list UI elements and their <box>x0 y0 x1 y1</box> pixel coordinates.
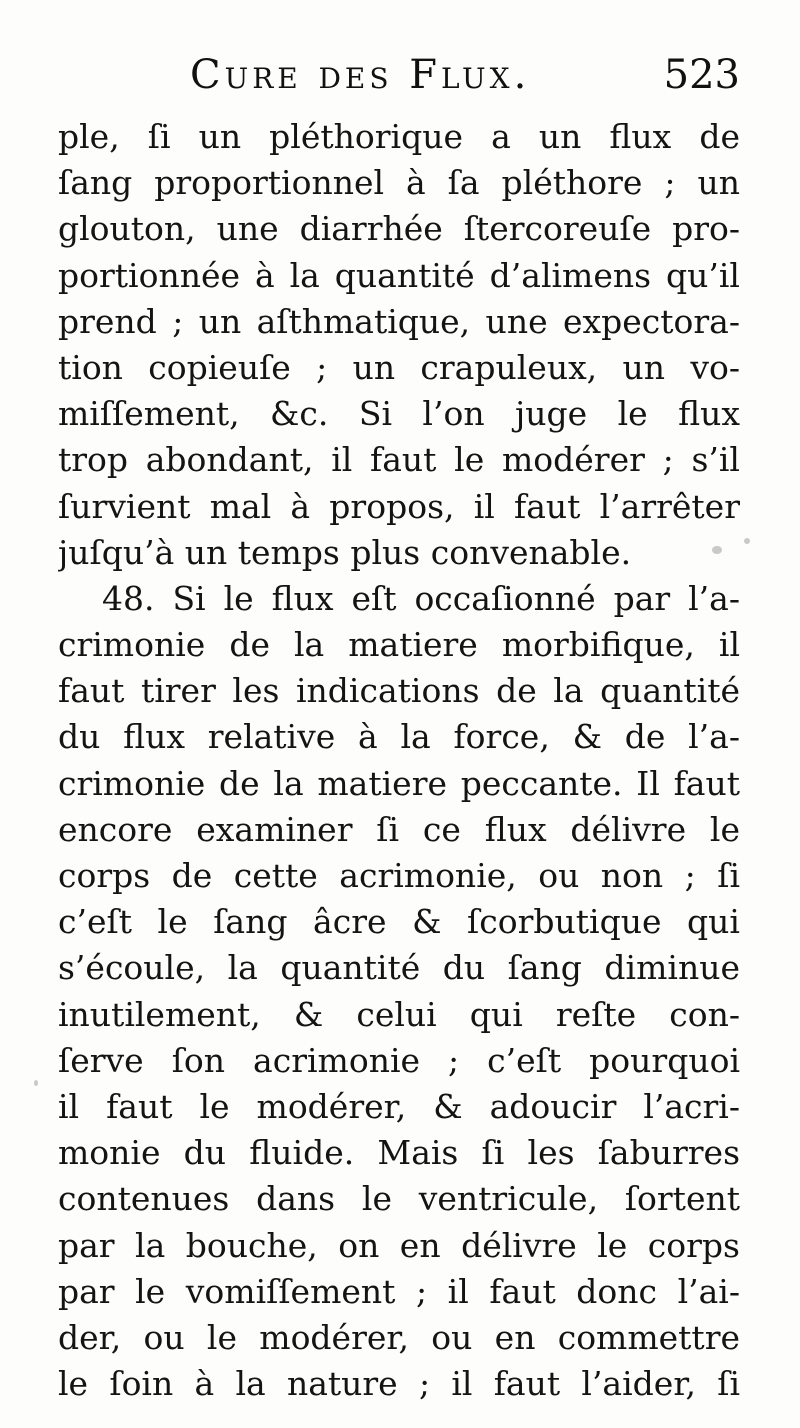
text-line: crimonie de la matiere peccante. Il faut <box>58 763 740 803</box>
paragraph-start-line: 48. Si le flux eſt occaſionné par l’a- <box>102 578 740 618</box>
text-line: encore examiner ſi ce flux délivre le <box>58 809 740 849</box>
text-line: inutilement, & celui qui reſte con- <box>58 994 740 1034</box>
text-line: portionnée à la quantité d’alimens qu’il <box>58 255 740 295</box>
text-line: il faut le modérer, & adoucir l’acri- <box>58 1086 740 1126</box>
page-number: 523 <box>663 52 740 98</box>
text-line: ple, ſi un pléthorique a un flux de <box>58 117 740 156</box>
text-line: contenues dans le ventricule, ſortent <box>58 1179 740 1219</box>
text-line: miſſement, &c. Si l’on juge le flux <box>58 394 740 434</box>
text-line: ſurvient mal à propos, il faut l’arrêter <box>58 486 740 526</box>
text-line: crimonie de la matiere morbifique, il <box>58 625 740 665</box>
body-text <box>58 114 740 1407</box>
text-line: juſqu’à un temps plus convenable. <box>58 532 632 572</box>
text-line: s’écoule, la quantité du ſang diminue <box>58 948 740 988</box>
text-line: corps de cette acrimonie, ou non ; ſi <box>58 856 740 895</box>
text-line: ſerve ſon acrimonie ; c’eſt pourquoi <box>58 1040 740 1080</box>
paper-speck <box>712 546 722 554</box>
running-head <box>160 52 740 112</box>
running-title: Cure des Flux. <box>190 52 531 98</box>
paper-speck <box>34 1080 38 1086</box>
text-line: c’eſt le ſang âcre & ſcorbutique qui <box>58 902 740 942</box>
text-line: par le vomiſſement ; il faut donc l’ai- <box>58 1271 740 1311</box>
text-line: trop abondant, il faut le modérer ; s’il <box>58 440 740 480</box>
paper-speck <box>744 538 750 544</box>
text-line: prend ; un aſthmatique, une expectora- <box>58 301 740 341</box>
text-line: ſang proportionnel à ſa pléthore ; un <box>58 163 740 203</box>
text-line: par la bouche, on en délivre le corps <box>58 1225 740 1265</box>
text-line: faut tirer les indications de la quantité <box>58 671 740 711</box>
text-line: tion copieuſe ; un crapuleux, un vo- <box>58 347 740 387</box>
text-line: du flux relative à la force, & de l’a- <box>58 717 740 757</box>
text-line: monie du fluide. Mais ſi les ſaburres <box>58 1133 740 1173</box>
text-line: der, ou le modérer, ou en commettre <box>58 1317 740 1357</box>
text-line: le ſoin à la nature ; il faut l’aider, ſi <box>58 1364 740 1404</box>
text-line: glouton, une diarrhée ſtercoreuſe pro- <box>58 209 740 249</box>
